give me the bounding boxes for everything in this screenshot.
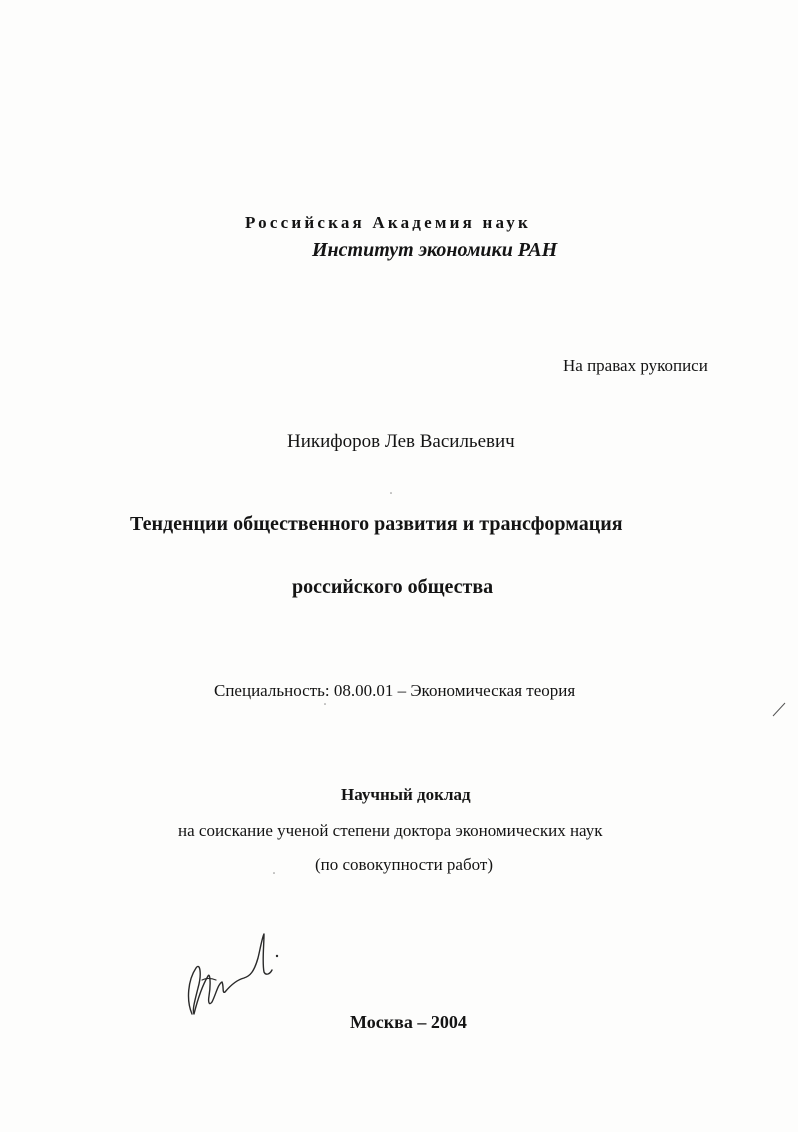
signature-icon <box>178 928 288 1020</box>
manuscript-rights-note: На правах рукописи <box>563 356 708 375</box>
academy-name: Российская Академия наук <box>245 213 531 232</box>
city-year: Москва – 2004 <box>350 1012 467 1032</box>
degree-purpose: на соискание ученой степени доктора экономических наук <box>178 821 603 840</box>
title-line-1: Тенденции общественного развития и трансформация <box>130 513 623 535</box>
author-name: Никифоров Лев Васильевич <box>287 431 515 452</box>
specialty-line: Специальность: 08.00.01 – Экономическая теория <box>214 681 576 700</box>
submission-basis: (по совокупности работ) <box>315 855 493 874</box>
title-line-2: российского общества <box>292 576 494 598</box>
report-type: Научный доклад <box>341 785 471 804</box>
institute-name: Институт экономики РАН <box>312 239 558 261</box>
